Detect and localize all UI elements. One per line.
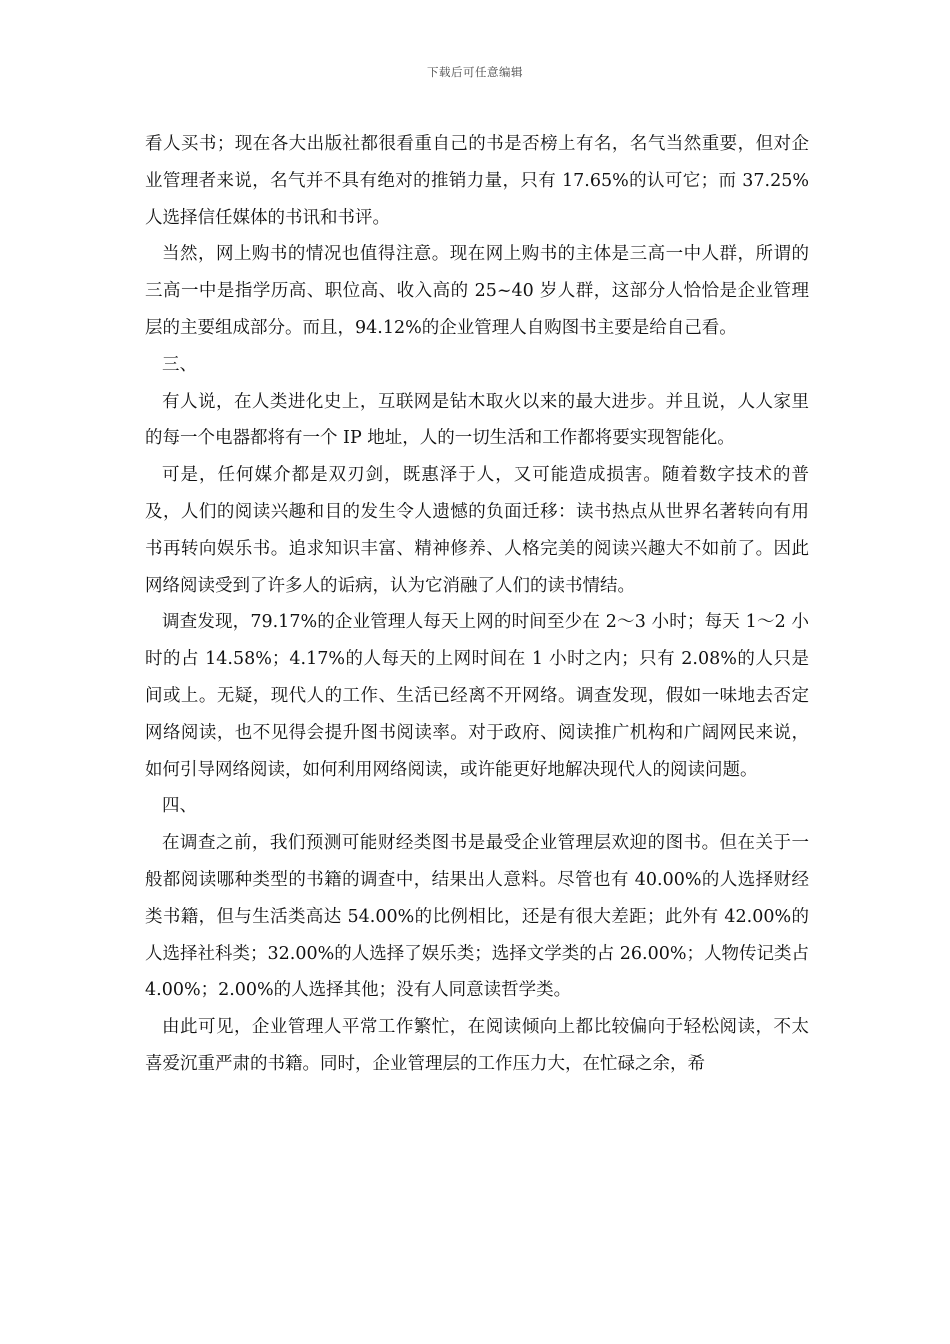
paragraph-continuation: 看人买书；现在各大出版社都很看重自己的书是否榜上有名，名气当然重要，但对企业管理者来说，名气并不具有绝对的推销力量，只有 17.65%的认可它；而 37.25%人选择信任媒体的书讯和书评。 [145, 134, 809, 228]
section-heading-four: 四、 [162, 796, 197, 817]
paragraph-online-time-survey: 调查发现，79.17%的企业管理人每天上网的时间至少在 2～3 小时；每天 1～2 小时的占 14.58%；4.17%的人每天的上网时间在 1 小时之内；只有 2.08%的人只是间或上。无疑，现代人的工作、生活已经离不开网络。调查发现，假如一味地去否定网络阅读，也不见得会提升图书阅读率。对于政府、阅读推广机构和广阔网民来说，如何引导网络阅读，如何利用网络阅读，或许能更好地解决现代人的阅读问题。 [145, 612, 809, 780]
paragraph-online-purchase: 当然，网上购书的情况也值得注意。现在网上购书的主体是三高一中人群，所谓的三高一中是指学历高、职位高、收入高的 25~40 岁人群，这部分人恰恰是企业管理层的主要组成部分。而且，94.12%的企业管理人自购图书主要是给自己看。 [145, 244, 809, 338]
paragraph-media-double-edged: 可是，任何媒介都是双刃剑，既惠泽于人，又可能造成损害。随着数字技术的普及，人们的阅读兴趣和目的发生令人遗憾的负面迁移：读书热点从世界名著转向有用书再转向娱乐书。追求知识丰富、精神修养、人格完美的阅读兴趣大不如前了。因此网络阅读受到了许多人的诟病，认为它消融了人们的读书情结。 [145, 465, 809, 596]
paragraph-conclusion: 由此可见，企业管理人平常工作繁忙，在阅读倾向上都比较偏向于轻松阅读，不太喜爱沉重严肃的书籍。同时，企业管理层的工作压力大，在忙碌之余，希 [145, 1017, 809, 1074]
page-header: 下载后可任意编辑 [427, 65, 523, 79]
document-body [145, 126, 809, 1083]
paragraph-internet-progress: 有人说，在人类进化史上，互联网是钻木取火以来的最大进步。并且说，人人家里的每一个电器都将有一个 IP 地址，人的一切生活和工作都将要实现智能化。 [145, 391, 809, 449]
section-heading-three: 三、 [162, 354, 197, 375]
paragraph-book-type-survey: 在调查之前，我们预测可能财经类图书是最受企业管理层欢迎的图书。但在关于一般都阅读哪种类型的书籍的调查中，结果出人意料。尽管也有 40.00%的人选择财经类书籍，但与生活类高达 54.00%的比例相比，还是有很大差距；此外有 42.00%的人选择社科类；32.00%的人选择了娱乐类；选择文学类的占 26.00%；人物传记类占 4.00%；2.00%的人选择其他；没有人同意读哲学类。 [145, 833, 810, 1001]
